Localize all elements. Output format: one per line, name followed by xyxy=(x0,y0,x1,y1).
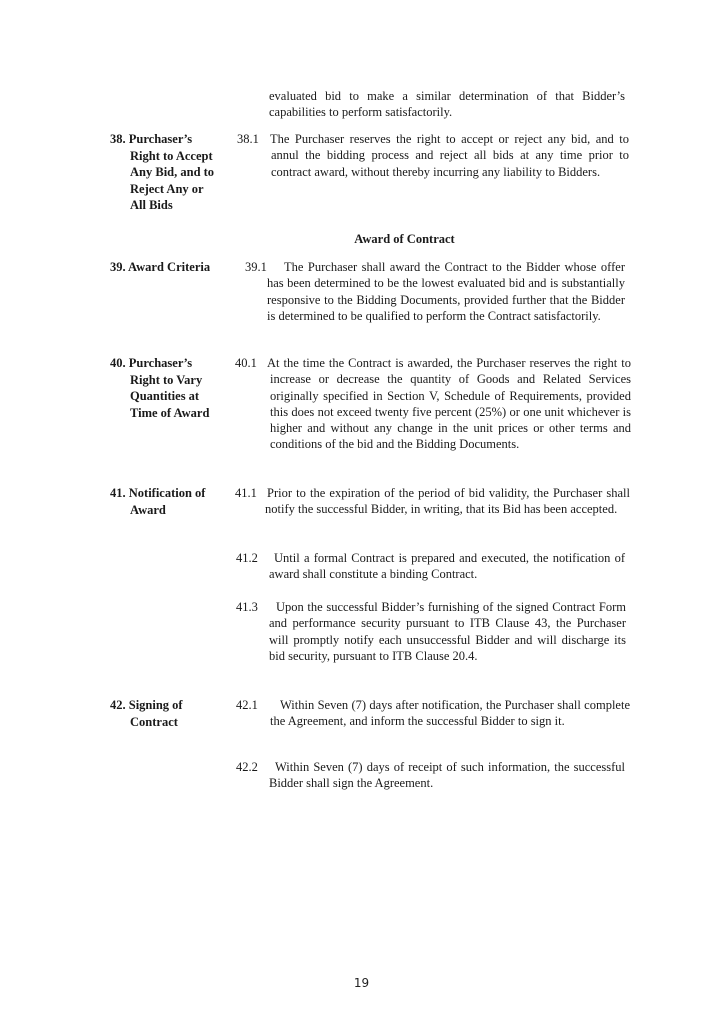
heading-line: 40. Purchaser’s xyxy=(110,356,193,370)
subclause-40-1-text: At the time the Contract is awarded, the Purchaser reserves the right to increase or decrease the quantity of Goods and Related Services originally specified in Section V, Schedule of Requirements, provided this does not exceed twenty five percent (25%) or one unit whichever is higher and without any change in the unit prices or other terms and conditions of the bid and the Bidding Documents. xyxy=(267,356,631,452)
subclause-number: 42.2 xyxy=(236,760,258,774)
clause-40-heading xyxy=(110,355,235,421)
subclause-number: 41.1 xyxy=(235,486,257,500)
subclause-38-1-text: The Purchaser reserves the right to accept or reject any bid, and to annul the bidding process and reject all bids at any time prior to contract award, without thereby incurring any liability to Bidders. xyxy=(270,132,629,179)
heading-line: Reject Any or xyxy=(130,181,204,196)
subclause-number: 38.1 xyxy=(237,132,259,146)
subclause-number: 42.1 xyxy=(236,698,258,712)
continuation-paragraph: evaluated bid to make a similar determination of that Bidder’s capabilities to perform satisfactorily. xyxy=(269,89,625,120)
heading-line: 39. Award Criteria xyxy=(110,260,211,274)
subclause-42-1-text: Within Seven (7) days after notification, the Purchaser shall complete the Agreement, and inform the successful Bidder to sign it. xyxy=(270,698,630,729)
subclause-42-2-text: Within Seven (7) days of receipt of such information, the successful Bidder shall sign the Agreement. xyxy=(269,760,625,791)
subclause-number: 40.1 xyxy=(235,356,257,370)
heading-line: Contract xyxy=(130,714,178,729)
heading-line: Any Bid, and to xyxy=(130,165,215,179)
heading-line: Time of Award xyxy=(130,405,210,420)
heading-line: Right to Vary xyxy=(130,372,203,387)
heading-line: 42. Signing of xyxy=(110,698,183,712)
subclause-number: 41.2 xyxy=(236,551,258,565)
clause-39-heading xyxy=(110,259,240,276)
section-title: Award of Contract xyxy=(354,232,455,246)
subclause-41-3-text: Upon the successful Bidder’s furnishing of the signed Contract Form and performance security pursuant to ITB Clause 43, the Purchaser will promptly notify each unsuccessful Bidder and will discharge its bid security, pursuant to ITB Clause 20.4. xyxy=(269,600,626,663)
heading-line: Quantities at xyxy=(130,389,200,403)
heading-line: All Bids xyxy=(130,198,173,212)
clause-42-heading xyxy=(110,697,235,730)
heading-line: Award xyxy=(130,502,166,517)
heading-line: 41. Notification of xyxy=(110,486,206,500)
page-number: 19 xyxy=(353,976,370,990)
heading-line: Right to Accept xyxy=(130,148,213,163)
subclause-41-2-text: Until a formal Contract is prepared and executed, the notification of award shall constitute a binding Contract. xyxy=(269,551,625,582)
subclause-39-1-text: The Purchaser shall award the Contract to the Bidder whose offer has been determined to be the lowest evaluated bid and is substantially responsive to the Bidding Documents, provided further that the Bidder is determined to be qualified to perform the Contract satisfactorily. xyxy=(267,260,625,323)
subclause-41-1-text: Prior to the expiration of the period of bid validity, the Purchaser shall notify the successful Bidder, in writing, that its Bid has been accepted. xyxy=(265,486,630,517)
subclause-number: 41.3 xyxy=(236,600,258,614)
clause-38-heading xyxy=(110,131,230,214)
subclause-number: 39.1 xyxy=(245,260,267,274)
clause-41-heading xyxy=(110,485,235,518)
heading-line: 38. Purchaser’s xyxy=(110,132,193,146)
subclause-text xyxy=(271,131,629,180)
